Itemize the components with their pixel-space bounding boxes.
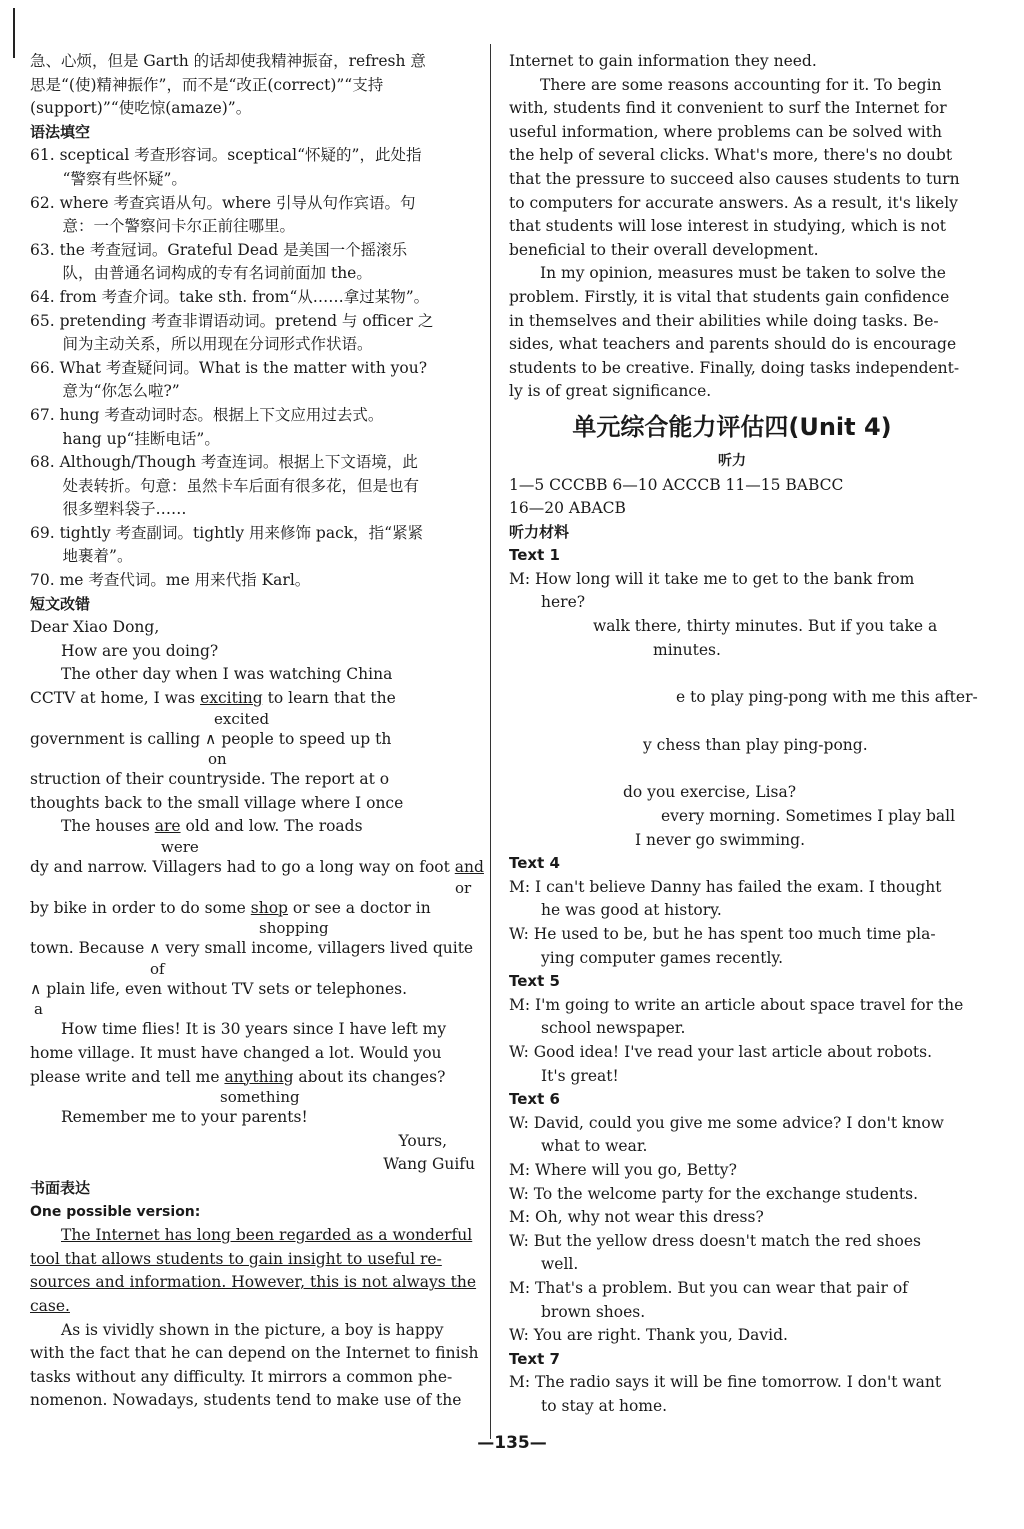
correction-word: shopping bbox=[259, 919, 329, 938]
grammar-line: 间为主动关系，所以用现在分词形式作状语。 bbox=[62, 335, 373, 354]
essay-line: with, students find it convenient to surf the Internet for bbox=[509, 99, 947, 118]
letter-line: ∧ plain life, even without TV sets or telephones. bbox=[30, 979, 408, 998]
dialogue-line: W: He used to be, but he has spent too much time pla- bbox=[509, 925, 936, 943]
essay-line: sides, what teachers and parents should do is encourage bbox=[509, 335, 957, 354]
grammar-line: “警察有些怀疑”。 bbox=[62, 169, 187, 188]
essay-line: As is vividly shown in the picture, a boy is happy bbox=[61, 1320, 444, 1339]
grammar-line: 很多塑料袋子…… bbox=[62, 500, 187, 519]
grammar-line: 处表转折。句意：虽然卡车后面有很多花，但是也有 bbox=[62, 476, 420, 495]
grammar-line: 67. hung 考查动词时态。根据上下文应用过去式。 bbox=[30, 405, 384, 424]
materials-heading: 听力材料 bbox=[509, 522, 570, 541]
dialogue-line: do you exercise, Lisa? bbox=[623, 783, 797, 802]
text-label: Text 7 bbox=[509, 1349, 560, 1368]
dialogue-line: M: That's a problem. But you can wear that pair of bbox=[509, 1278, 908, 1297]
letter-text: or see a doctor in bbox=[287, 898, 431, 917]
grammar-line: 63. the 考查冠词。Grateful Dead 是美国一个摇滚乐 bbox=[30, 240, 408, 259]
right-column bbox=[509, 50, 978, 1418]
letter-line bbox=[30, 856, 484, 880]
letter-line: thoughts back to the small village where I once bbox=[30, 793, 404, 812]
letter-text: CCTV at home, I was bbox=[30, 689, 201, 708]
dialogue-line: what to wear. bbox=[541, 1137, 648, 1156]
letter-line: The other day when I was watching China bbox=[61, 665, 393, 684]
grammar-line: 意：一个警察问卡尔正前往哪里。 bbox=[62, 217, 296, 236]
correction-word: excited bbox=[214, 709, 270, 728]
letter-closing: Yours, bbox=[398, 1131, 447, 1150]
letter-line bbox=[30, 815, 475, 839]
essay-line: with the fact that he can depend on the Internet to finish bbox=[30, 1344, 479, 1363]
dialogue-line: M: Where will you go, Betty? bbox=[509, 1160, 737, 1179]
grammar-item bbox=[30, 569, 475, 593]
essay-line: beneficial to their overall development. bbox=[509, 240, 819, 259]
grammar-line: 66. What 考查疑问词。What is the matter with you? bbox=[30, 358, 427, 377]
letter-text: by bike in order to do some bbox=[30, 898, 251, 917]
dialogue-line: brown shoes. bbox=[541, 1302, 646, 1321]
grammar-line: 69. tightly 考查副词。tightly 用来修饰 pack，指“紧紧 bbox=[30, 523, 424, 542]
listening-heading: 听力 bbox=[718, 452, 746, 469]
dialogue-line: W: You are right. Thank you, David. bbox=[509, 1326, 788, 1345]
grammar-item bbox=[30, 451, 475, 522]
correction-word: on bbox=[208, 750, 227, 769]
dialogue-line: W: To the welcome party for the exchange students. bbox=[509, 1184, 919, 1203]
error-word: are bbox=[154, 817, 181, 836]
grammar-line: 意为“你怎么啦?” bbox=[62, 382, 180, 401]
dialogue-line: M: I can't believe Danny has failed the exam. I thought bbox=[509, 877, 942, 896]
essay-line: In my opinion, measures must be taken to solve the bbox=[540, 264, 946, 283]
column-divider bbox=[490, 44, 491, 1439]
essay-line: tasks without any difficulty. It mirrors a common phe- bbox=[30, 1367, 453, 1386]
dialogue-line: every morning. Sometimes I play ball bbox=[661, 807, 956, 826]
dialogue-line: It's great! bbox=[541, 1066, 619, 1085]
correction-word: or bbox=[455, 878, 472, 897]
writing-heading: 书面表达 bbox=[30, 1178, 91, 1197]
intro-line: 急、心烦，但是 Garth 的话却使我精神振奋，refresh 意 bbox=[30, 52, 426, 70]
grammar-item bbox=[30, 144, 475, 191]
letter-text: old and low. The roads bbox=[180, 817, 363, 836]
essay-line: ly is of great significance. bbox=[509, 382, 712, 401]
grammar-heading: 语法填空 bbox=[30, 122, 91, 141]
blank-line bbox=[509, 662, 955, 686]
essay-line: to computers for accurate answers. As a result, it's likely bbox=[509, 193, 958, 212]
correction-word: something bbox=[220, 1088, 300, 1107]
answer-line: 1—5 CCCBB 6—10 ACCCB 11—15 BABCC bbox=[509, 475, 844, 494]
grammar-item bbox=[30, 522, 475, 569]
text-label: Text 6 bbox=[509, 1090, 560, 1109]
left-column bbox=[30, 50, 484, 1413]
correction-heading: 短文改错 bbox=[30, 594, 91, 613]
grammar-item bbox=[30, 239, 475, 286]
dialogue-line: school newspaper. bbox=[541, 1019, 686, 1038]
letter-line bbox=[30, 1066, 475, 1090]
dialogue-line: y chess than play ping-pong. bbox=[643, 735, 868, 754]
grammar-item bbox=[30, 404, 475, 451]
dialogue-line: W: But the yellow dress doesn't match the red shoes bbox=[509, 1231, 921, 1250]
dialogue-line: M: I'm going to write an article about space travel for the bbox=[509, 995, 964, 1014]
blank-line bbox=[509, 710, 955, 734]
letter-line: How time flies! It is 30 years since I have left my bbox=[61, 1020, 447, 1039]
essay-line: that the pressure to succeed also causes students to turn bbox=[509, 169, 960, 188]
letter-line: Remember me to your parents! bbox=[61, 1108, 308, 1127]
dialogue-line: W: David, could you give me some advice? I don't know bbox=[509, 1113, 944, 1132]
letter-line bbox=[30, 687, 475, 711]
dialogue-line: well. bbox=[541, 1255, 579, 1274]
answer-line: 16—20 ABACB bbox=[509, 499, 626, 518]
letter-text: about its changes? bbox=[293, 1067, 446, 1086]
letter-text: dy and narrow. Villagers had to go a long way on foot bbox=[30, 858, 455, 876]
grammar-item bbox=[30, 286, 475, 310]
letter-line: government is calling ∧ people to speed up th bbox=[30, 729, 392, 748]
grammar-line: hang up“挂断电话”。 bbox=[62, 429, 220, 448]
letter-text: to learn that the bbox=[262, 689, 396, 708]
letter-signature: Wang Guifu bbox=[383, 1155, 475, 1174]
grammar-line: 地裹着”。 bbox=[62, 547, 133, 566]
dialogue-line: e to play ping-pong with me this after- bbox=[676, 688, 978, 707]
grammar-line: 61. sceptical 考查形容词。sceptical“怀疑的”，此处指 bbox=[30, 146, 422, 165]
letter-line: struction of their countryside. The report at o bbox=[30, 770, 390, 789]
dialogue-line: ying computer games recently. bbox=[541, 948, 784, 967]
dialogue-line: walk there, thirty minutes. But if you take a bbox=[593, 617, 938, 636]
error-word: anything bbox=[224, 1067, 294, 1086]
essay-line: in themselves and their abilities while doing tasks. Be- bbox=[509, 311, 939, 330]
dialogue-line: he was good at history. bbox=[541, 901, 722, 920]
essay-line: tool that allows students to gain insight to useful re- bbox=[30, 1249, 442, 1268]
essay-line: the help of several clicks. What's more, there's no doubt bbox=[509, 146, 953, 165]
correction-word: a bbox=[34, 1000, 43, 1019]
text-label: Text 5 bbox=[509, 972, 560, 991]
correction-word: of bbox=[150, 959, 165, 978]
letter-line: How are you doing? bbox=[61, 641, 219, 660]
essay-line: useful information, where problems can be solved with bbox=[509, 122, 942, 141]
grammar-item bbox=[30, 310, 475, 357]
dialogue-line: here? bbox=[541, 593, 586, 612]
grammar-item bbox=[30, 192, 475, 239]
dialogue-line: to stay at home. bbox=[541, 1396, 668, 1415]
grammar-line: 70. me 考查代词。me 用来代指 Karl。 bbox=[30, 571, 311, 590]
grammar-line: 队，由普通名词构成的专有名词前面加 the。 bbox=[62, 264, 372, 283]
grammar-item bbox=[30, 357, 475, 404]
correction-word: were bbox=[161, 838, 199, 856]
error-word: shop bbox=[250, 898, 288, 917]
unit-title: 单元综合能力评估四(Unit 4) bbox=[572, 412, 892, 441]
dialogue-line: M: Oh, why not wear this dress? bbox=[509, 1208, 764, 1227]
essay-line: case. bbox=[30, 1296, 70, 1315]
dialogue-line: M: How long will it take me to get to the bank from bbox=[509, 569, 915, 588]
letter-line bbox=[30, 897, 475, 921]
letter-text: please write and tell me bbox=[30, 1067, 225, 1086]
dialogue-line: I never go swimming. bbox=[635, 830, 806, 849]
essay-line: sources and information. However, this is not always the bbox=[30, 1273, 477, 1292]
intro-line: 思是“(使)精神振作”，而不是“改正(correct)”“支持 bbox=[30, 75, 384, 94]
essay-line: There are some reasons accounting for it. To begin bbox=[540, 75, 942, 94]
letter-line: home village. It must have changed a lot. Would you bbox=[30, 1043, 442, 1062]
grammar-line: 62. where 考查宾语从句。where 引导从句作宾语。句 bbox=[30, 193, 416, 212]
blank-line bbox=[509, 757, 955, 781]
letter-greeting: Dear Xiao Dong, bbox=[30, 618, 160, 637]
error-word: exciting bbox=[200, 689, 263, 708]
dialogue-line: M: The radio says it will be fine tomorrow. I don't want bbox=[509, 1373, 942, 1392]
page-number: —135— bbox=[477, 1433, 547, 1453]
margin-mark bbox=[13, 8, 15, 58]
essay-line: Internet to gain information they need. bbox=[509, 52, 817, 70]
essay-line: nomenon. Nowadays, students tend to make use of the bbox=[30, 1391, 462, 1410]
error-word: and bbox=[454, 858, 484, 876]
intro-line: (support)”“使吃惊(amaze)”。 bbox=[30, 99, 252, 118]
letter-text: The houses bbox=[61, 817, 155, 836]
text-label: Text 4 bbox=[509, 854, 560, 873]
letter-line: town. Because ∧ very small income, villagers lived quite bbox=[30, 939, 474, 958]
grammar-line: 65. pretending 考查非谓语动词。pretend 与 officer 之 bbox=[30, 311, 434, 330]
essay-line: students to be creative. Finally, doing tasks independent- bbox=[509, 358, 960, 377]
essay-line: The Internet has long been regarded as a wonderful bbox=[61, 1226, 473, 1245]
version-label: One possible version: bbox=[30, 1203, 201, 1220]
grammar-line: 64. from 考查介词。take sth. from“从……拿过某物”。 bbox=[30, 287, 430, 306]
essay-line: problem. Firstly, it is vital that students gain confidence bbox=[509, 287, 950, 306]
text-label: Text 1 bbox=[509, 546, 560, 565]
dialogue-line: W: Good idea! I've read your last article about robots. bbox=[509, 1042, 933, 1061]
grammar-line: 68. Although/Though 考查连词。根据上下文语境，此 bbox=[30, 453, 418, 472]
dialogue-line: minutes. bbox=[653, 640, 721, 659]
essay-line: that students will lose interest in studying, which is not bbox=[509, 217, 947, 236]
